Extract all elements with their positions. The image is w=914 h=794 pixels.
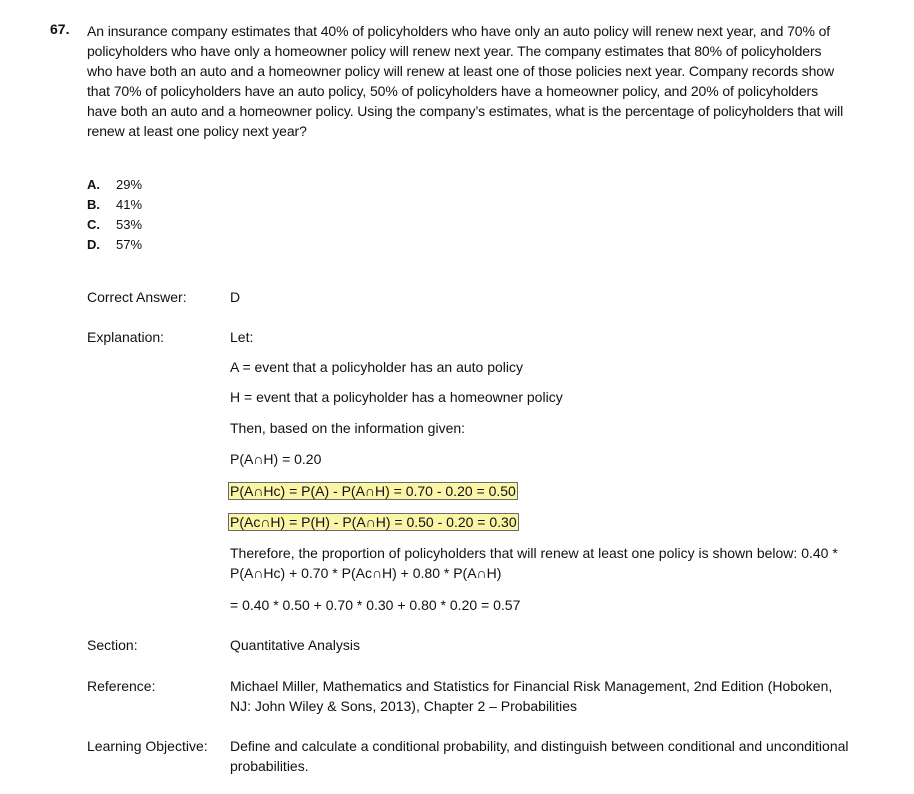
answer-choices bbox=[87, 175, 142, 255]
choice-text: 53% bbox=[116, 217, 143, 232]
question-number: 67. bbox=[50, 21, 70, 37]
explanation-therefore: Therefore, the proportion of policyholders that will renew at least one policy is shown below: 0.40 * P(A∩Hc) + 0.70 * P(Ac∩H) + 0.80 * P(A∩H) bbox=[230, 545, 838, 581]
section-label: Section: bbox=[87, 637, 138, 653]
choice-letter: A. bbox=[87, 177, 100, 192]
section-value: Quantitative Analysis bbox=[230, 637, 360, 653]
equation-not-a-h bbox=[230, 512, 850, 532]
choice-a bbox=[87, 175, 142, 195]
question-text: An insurance company estimates that 40% of policyholders who have only an auto policy will renew next year, and 70% of policyholders who have only a homeowner policy will renew next year. The company estimates that 80% of policyholders who have both an auto and a homeowner policy will renew at least one of those policies next year. Company records show that 70% of policyholders have an auto policy, 50% of policyholders have a homeowner policy, and 20% of policyholders have both an auto and a homeowner policy. Using the company’s estimates, what is the percentage of policyholders that will renew at least one policy next year? bbox=[87, 23, 844, 139]
choice-text: 29% bbox=[116, 177, 143, 192]
reference-value: Michael Miller, Mathematics and Statistics for Financial Risk Management, 2nd Edition (Hoboken, NJ: John Wiley & Sons, 2013), Chapter 2 – Probabilities bbox=[230, 678, 833, 714]
choice-c bbox=[87, 215, 142, 235]
choice-d bbox=[87, 235, 142, 255]
choice-text: 57% bbox=[116, 237, 143, 252]
highlighted-equation: P(A∩Hc) = P(A) - P(A∩H) = 0.70 - 0.20 = 0.50 bbox=[230, 483, 516, 499]
explanation-label: Explanation: bbox=[87, 329, 165, 345]
correct-answer-value: D bbox=[230, 289, 241, 305]
equation-a-not-h bbox=[230, 481, 850, 501]
choice-text: 41% bbox=[116, 197, 143, 212]
equation-intersection: P(A∩H) = 0.20 bbox=[230, 451, 322, 467]
correct-answer-label: Correct Answer: bbox=[87, 289, 187, 305]
learning-objective-label: Learning Objective: bbox=[87, 738, 208, 754]
definition-h: H = event that a policyholder has a homeowner policy bbox=[230, 389, 563, 405]
definition-a: A = event that a policyholder has an auto policy bbox=[230, 359, 524, 375]
reference-label: Reference: bbox=[87, 678, 156, 694]
highlighted-equation: P(Ac∩H) = P(H) - P(A∩H) = 0.50 - 0.20 = 0.30 bbox=[230, 514, 517, 530]
choice-b bbox=[87, 195, 142, 215]
learning-objective-value: Define and calculate a conditional probability, and distinguish between conditional and unconditional probabilities. bbox=[230, 738, 849, 774]
explanation-result: = 0.40 * 0.50 + 0.70 * 0.30 + 0.80 * 0.20 = 0.57 bbox=[230, 597, 521, 613]
choice-letter: D. bbox=[87, 237, 100, 252]
explanation-then: Then, based on the information given: bbox=[230, 420, 466, 436]
choice-letter: C. bbox=[87, 217, 100, 232]
explanation-let: Let: bbox=[230, 329, 254, 345]
choice-letter: B. bbox=[87, 197, 100, 212]
